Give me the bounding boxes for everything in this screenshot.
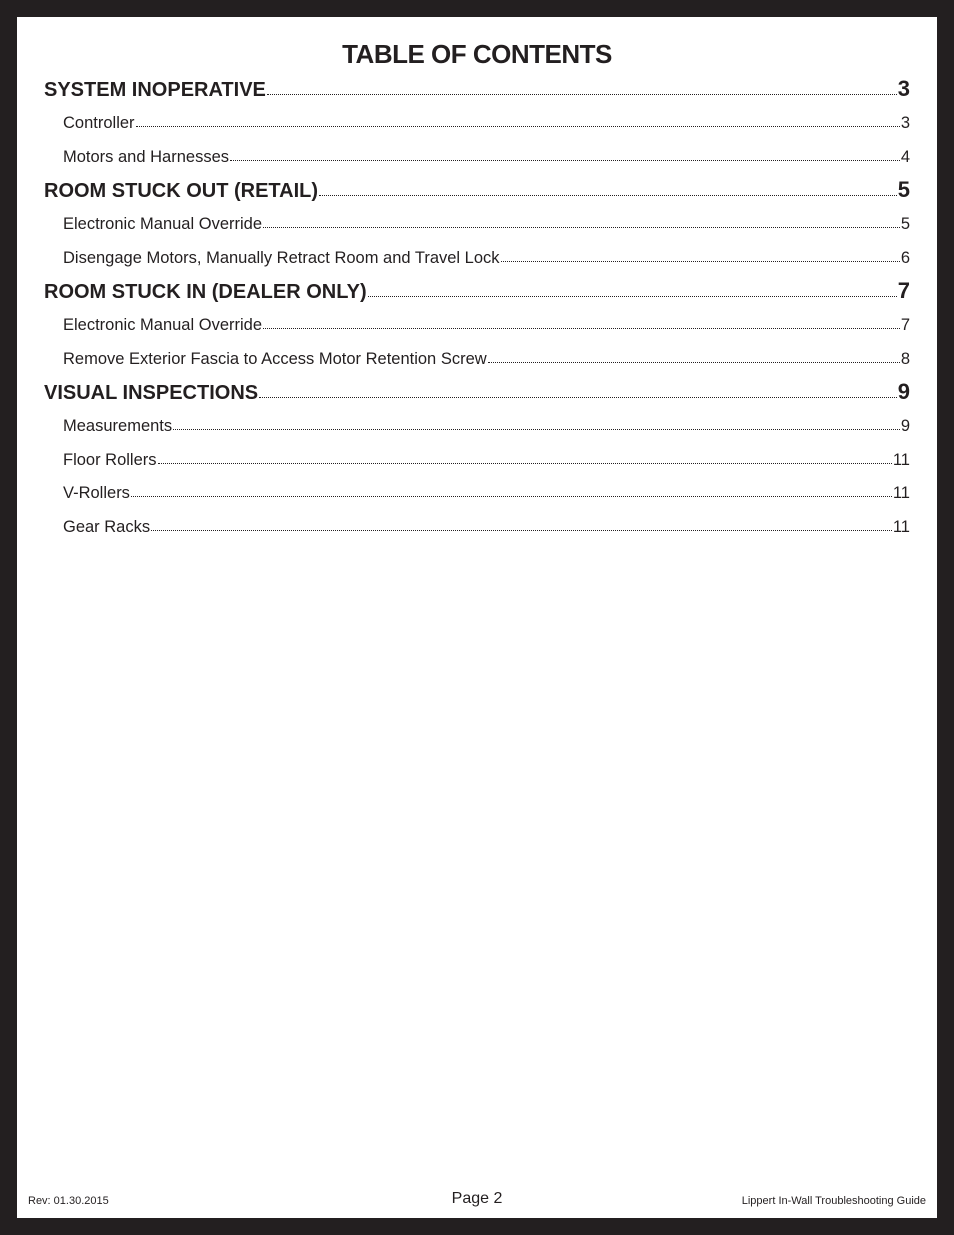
toc-entry-page: 7 [897,278,910,303]
toc-entry-label: Electronic Manual Override [63,316,262,334]
toc-entry-label: Gear Racks [63,518,151,536]
toc-item-controller[interactable] [63,114,910,133]
toc-entry-page: 7 [900,316,910,334]
toc-item-remove-exterior-fascia[interactable] [63,350,910,369]
toc-entry-page: 4 [900,148,910,166]
leader-dots [501,261,900,262]
toc-section-visual-inspections[interactable] [44,379,910,405]
toc-entry-page: 5 [900,215,910,233]
toc-entry-label: ROOM STUCK IN (DEALER ONLY) [44,281,367,303]
leader-dots [263,227,900,228]
toc-item-electronic-manual-override-2[interactable] [63,316,910,335]
toc-entry-label: Measurements [63,417,173,435]
toc-item-floor-rollers[interactable] [63,451,910,470]
guide-title: Lippert In-Wall Troubleshooting Guide [741,1195,926,1207]
toc-item-measurements[interactable] [63,417,910,436]
page-title: TABLE OF CONTENTS [342,39,612,69]
toc-entry-page: 3 [897,76,910,101]
toc-entry-label: Motors and Harnesses [63,148,229,166]
toc-entry-page: 11 [892,451,910,469]
toc-section-system-inoperative[interactable] [44,76,910,102]
toc-section-room-stuck-in[interactable] [44,278,910,304]
toc-entry-label: VISUAL INSPECTIONS [44,382,259,404]
toc-entry-label: Electronic Manual Override [63,215,262,233]
toc-item-gear-racks[interactable] [63,518,910,537]
toc-entry-label: V-Rollers [63,484,130,502]
toc-entry-label: Controller [63,114,135,132]
revision-date: Rev: 01.30.2015 [28,1195,109,1207]
toc-entry-label: Floor Rollers [63,451,157,469]
leader-dots [263,328,900,329]
leader-dots [158,463,892,464]
leader-dots [230,160,900,161]
leader-dots [173,429,900,430]
toc-entry-page: 11 [892,484,910,502]
leader-dots [131,496,892,497]
leader-dots [136,126,900,127]
leader-dots [151,530,892,531]
toc-entry-page: 5 [897,177,910,202]
toc-entry-label: Disengage Motors, Manually Retract Room and Travel Lock [63,249,500,267]
toc-item-disengage-motors[interactable] [63,249,910,268]
leader-dots [368,296,897,297]
toc-entry-page: 3 [900,114,910,132]
toc-entry-page: 8 [900,350,910,368]
toc-item-motors-and-harnesses[interactable] [63,148,910,167]
toc-entry-label: SYSTEM INOPERATIVE [44,79,266,101]
toc-entry-label: Remove Exterior Fascia to Access Motor Retention Screw [63,350,487,368]
leader-dots [259,397,897,398]
toc-entry-page: 9 [897,379,910,404]
document-page [17,17,937,1218]
toc-entry-page: 6 [900,249,910,267]
leader-dots [267,94,897,95]
toc-entry-page: 11 [892,518,910,536]
toc-entry-label: ROOM STUCK OUT (RETAIL) [44,180,319,202]
toc-section-room-stuck-out[interactable] [44,177,910,203]
toc-item-v-rollers[interactable] [63,484,910,503]
toc-entry-page: 9 [900,417,910,435]
leader-dots [488,362,900,363]
toc-item-electronic-manual-override[interactable] [63,215,910,234]
page-number: Page 2 [451,1190,503,1207]
leader-dots [319,195,897,196]
